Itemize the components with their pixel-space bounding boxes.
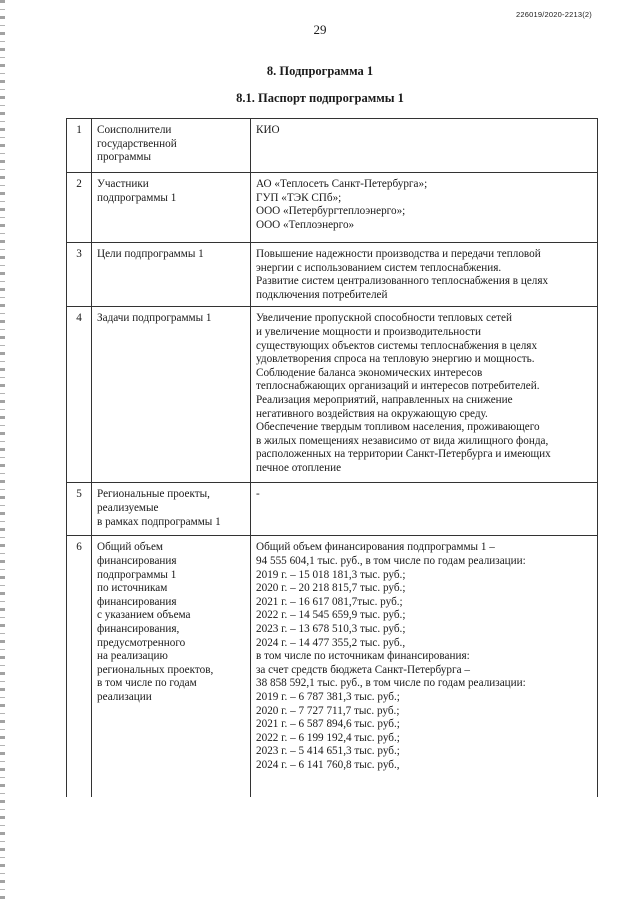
value-line: КИО (256, 124, 280, 136)
value-line: 2022 г. – 14 545 659,9 тыс. руб.; (256, 609, 406, 622)
label-line: Соисполнители (97, 124, 172, 136)
scan-edge-artifact (0, 0, 5, 905)
label-line: реализации (97, 690, 152, 703)
label-line: в рамках подпрограммы 1 (97, 515, 221, 528)
value-line: ООО «Теплоэнерго» (256, 218, 355, 231)
value-line: негативного воздействия на окружающую среду. (256, 407, 488, 420)
value-line: 2024 г. – 6 141 760,8 тыс. руб., (256, 758, 400, 771)
row-value (251, 483, 598, 536)
row-label (92, 173, 251, 243)
table-row (67, 243, 598, 307)
label-line: Задачи подпрограммы 1 (97, 312, 212, 325)
row-value (251, 243, 598, 307)
row-number: 3 (67, 243, 92, 307)
value-line: Общий объем финансирования подпрограммы 1 – (256, 541, 495, 554)
passport-table-body (67, 119, 598, 798)
value-line: ГУП «ТЭК СПб»; (256, 191, 342, 204)
table-row (67, 483, 598, 536)
value-line: 2020 г. – 20 218 815,7 тыс. руб.; (256, 582, 406, 595)
row-label (92, 307, 251, 483)
value-line: 2021 г. – 16 617 081,7тыс. руб.; (256, 595, 403, 608)
value-line: 2019 г. – 15 018 181,3 тыс. руб.; (256, 568, 406, 581)
value-line: подключения потребителей (256, 288, 388, 301)
row-number: 5 (67, 483, 92, 536)
value-line: за счет средств бюджета Санкт-Петербурга – (256, 663, 470, 676)
label-line: реализуемые (97, 501, 159, 514)
row-label (92, 483, 251, 536)
value-line: теплоснабжающих организаций и интересов потребителей. (256, 380, 540, 393)
row-number: 1 (67, 119, 92, 173)
label-line: по источникам (97, 582, 168, 595)
table-row (67, 119, 598, 173)
label-line: региональных проектов, (97, 663, 214, 676)
value-line: печное отопление (256, 461, 342, 474)
label-line: финансирования, (97, 622, 180, 635)
table-row (67, 536, 598, 798)
value-line: энергии с использованием систем теплоснабжения. (256, 261, 502, 274)
value-line: 2023 г. – 13 678 510,3 тыс. руб.; (256, 622, 406, 635)
section-heading: 8. Подпрограмма 1 (266, 64, 374, 78)
value-line: 38 858 592,1 тыс. руб., в том числе по годам реализации: (256, 677, 526, 690)
value-line: и увеличение мощности и производительности (256, 325, 482, 338)
row-value (251, 173, 598, 243)
value-line: 2022 г. – 6 199 192,4 тыс. руб.; (256, 731, 400, 744)
row-value (251, 119, 598, 173)
label-line: подпрограммы 1 (97, 191, 177, 204)
row-number: 6 (67, 536, 92, 798)
value-line: Развитие систем централизованного теплоснабжения в целях (256, 275, 549, 288)
label-line: финансирования (97, 554, 177, 567)
value-line: удовлетворения спроса на тепловую энергию и мощность. (256, 353, 535, 366)
value-line: ООО «Петербургтеплоэнерго»; (256, 205, 406, 218)
label-line: на реализацию (97, 650, 168, 663)
value-line: расположенных на территории Санкт-Петербурга и имеющих (256, 448, 551, 461)
row-label (92, 119, 251, 173)
value-line: Обеспечение твердым топливом населения, проживающего (256, 421, 540, 434)
label-line: Цели подпрограммы 1 (97, 248, 204, 260)
row-value (251, 536, 598, 798)
row-number: 2 (67, 173, 92, 243)
value-line: существующих объектов системы теплоснабжения в целях (256, 339, 538, 352)
table-row (67, 307, 598, 483)
label-line: программы (97, 151, 151, 164)
value-line: Повышение надежности производства и передачи тепловой (256, 248, 541, 260)
value-line: 2021 г. – 6 587 894,6 тыс. руб.; (256, 718, 400, 731)
value-line: 2024 г. – 14 477 355,2 тыс. руб., (256, 636, 406, 649)
value-line: 2019 г. – 6 787 381,3 тыс. руб.; (256, 690, 400, 703)
page-number: 29 (313, 22, 327, 37)
value-line: Реализация мероприятий, направленных на снижение (256, 393, 513, 406)
row-value (251, 307, 598, 483)
table-row (67, 173, 598, 243)
label-line: Общий объем (97, 541, 163, 554)
label-line: Региональные проекты, (97, 488, 210, 501)
document-code: 226019/2020-2213(2) (516, 10, 592, 19)
label-line: Участники (97, 178, 149, 190)
row-number: 4 (67, 307, 92, 483)
label-line: финансирования (97, 595, 177, 608)
row-label (92, 536, 251, 798)
label-line: в том числе по годам (97, 677, 197, 690)
value-line: Соблюдение баланса экономических интересов (256, 366, 483, 379)
subsection-heading: 8.1. Паспорт подпрограммы 1 (236, 91, 404, 105)
value-line: в жилых помещениях независимо от вида жилищного фонда, (256, 434, 549, 447)
value-line: 2020 г. – 7 727 711,7 тыс. руб.; (256, 704, 400, 717)
value-line: 2023 г. – 5 414 651,3 тыс. руб.; (256, 745, 400, 758)
label-line: подпрограммы 1 (97, 568, 177, 581)
value-line: в том числе по источникам финансирования: (256, 650, 470, 663)
row-label (92, 243, 251, 307)
label-line: предусмотренного (97, 636, 186, 649)
label-line: государственной (97, 137, 177, 150)
value-line: 94 555 604,1 тыс. руб., в том числе по годам реализации: (256, 554, 526, 567)
label-line: с указанием объема (97, 609, 191, 622)
value-line: Увеличение пропускной способности тепловых сетей (256, 312, 512, 325)
passport-table (66, 118, 598, 797)
value-line: - (256, 488, 260, 501)
value-line: АО «Теплосеть Санкт-Петербурга»; (256, 178, 428, 190)
